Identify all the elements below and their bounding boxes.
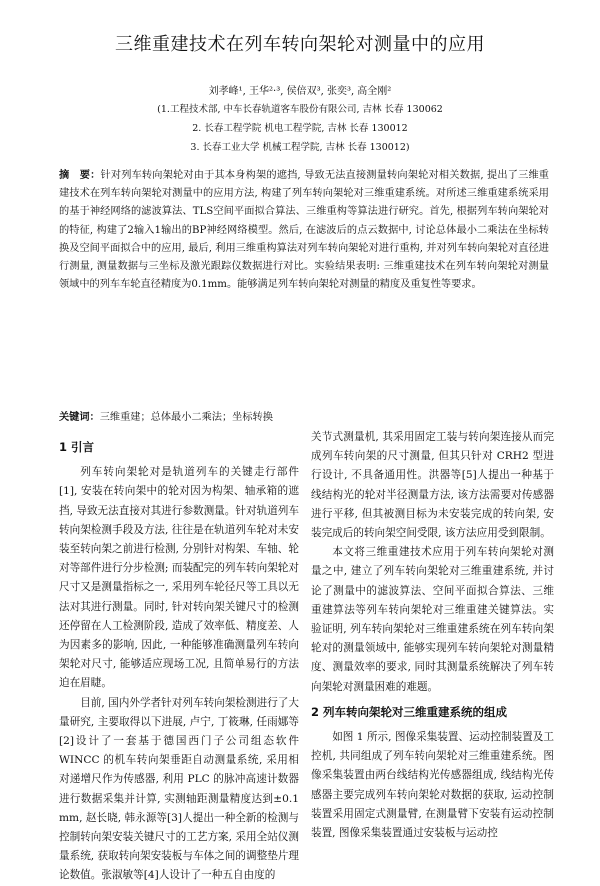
right-paragraph-2: 本文将三维重建技术应用于列车转向架轮对测量之中, 建立了列车转向架轮对三维重建系统, 并讨论了测量中的滤波算法、空间平面拟合算法、三维重建算法等列车转向架轮对三维重建关键算法。实验证明, 列车转向架轮对三维重建系统在列车转向架轮对的测量领域中, 能够实现列车转向架轮对测量精度、测量效率的要求, 同时其测量系统解决了列车转向架轮对测量困难的难题。 — [311, 546, 554, 693]
abstract-text: 针对列车转向架轮对由于其本身构架的遮挡, 导致无法直接测量转向架轮对相关数据, 提出了三维重建技术在列车转向架轮对测量中的应用方法, 构建了列车转向架轮对三维重建系统。对所述三维重建系统采用的基于神经网络的滤波算法、TLS空间平面拟合算法、三维重构等算法进行研究。首先, 根据列车转向架轮对的特征, 构建了2输入1输出的BP神经网络模型。然后, 在滤波后的点云数据中, 讨论总体最小二乘法在坐标转换及空间平面拟合中的应用, 最后, 利用三维重构算法对列车转向架轮对进行重构, 并对列车转向架轮对直径进行测量, 测量数据与三坐标及激光跟踪仪数据进行对比。实验结果表明: 三维重建技术在列车转向架轮对测量领域中的列车车轮直径精度为0.1mm。能够满足列车转向架轮对测量的精度及重复性等要求。 — [59, 170, 549, 291]
right-column — [311, 428, 554, 843]
affiliation-1: (1.工程技术部, 中车长春轨道客车股份有限公司, 吉林 长春 130062 — [157, 104, 443, 115]
affiliation-3: 3. 长春工业大学 机械工程学院, 吉林 长春 130012) — [190, 142, 410, 153]
abstract-block — [59, 167, 549, 294]
right-paragraph-1: 关节式测量机, 其采用固定工装与转向架连接从而完成列车转向架的尺寸测量, 但其只针对 CRH2 型进行设计, 不具备通用性。洪器等[5]人提出一种基于线结构光的轮对半径测量方法, 该方法需要对传感器进行平移, 但其被测目标为未安装完成的转向架, 安装完成后的转向架空间受限, 该方法应用受到限制。 — [311, 431, 554, 540]
keywords-block — [59, 408, 549, 423]
paper-title: 三维重建技术在列车转向架轮对测量中的应用 — [115, 34, 485, 55]
intro-paragraph-1: 列车转向架轮对是轨道列车的关键走行部件[1], 安装在转向架中的轮对因为构架、轴承箱的遮挡, 导致无法直接对其进行参数测量。针对轨道列车转向架检测手段及方法, 往往是在轨道列车轮对未安装至转向架之前进行检测, 分别针对构架、车轴、轮对等部件进行分步检测; 而装配完的列车转向架轮对尺寸又是测量指标之一, 采用列车轮径尺等工具以无法对其进行测量。同时, 针对转向架关键尺寸的检测还停留在人工检测阶段, 造成了效率低、精度差、人为因素多的影响, 因此, 一种能够准确测量列车转向架轮对尺寸, 能够适应现场工况, 且简单易行的方法迫在眉睫。 — [59, 466, 299, 690]
section2-heading: 2 列车转向架轮对三维重建系统的组成 — [311, 704, 508, 719]
author-list: 刘孝峰¹, 王华²·³, 侯倍双³, 张奕³, 高全刚² — [208, 86, 392, 97]
affiliation-2: 2. 长春工程学院 机电工程学院, 吉林 长春 130012 — [192, 123, 408, 134]
left-column — [59, 432, 299, 886]
intro-paragraph-2: 目前, 国内外学者针对列车转向架检测进行了大量研究, 主要取得以下进展, 卢宁, 丁筱琳, 任雨娜等[2]设计了一套基于德国西门子公司组态软件WINCC 的机车转向架垂距自动测量系统, 采用相对递增尺作为传感器, 利用 PLC 的脉冲高速计数器进行数据采集并计算, 实测轴距测量精度达到±0.1 mm, 赵长晓, 韩永源等[3]人提出一种全新的检测与控制转向架安装关键尺寸的工艺方案, 采用全站仪测量系统, 获取转向架安装板与车体之间的调整垫片理论数值。张淑敏等[4]人设计了一种五自由度的 — [59, 696, 299, 882]
abstract-label: 摘 要： — [59, 170, 101, 181]
keywords-text: 三维重建；总体最小二乘法；坐标转换 — [99, 412, 273, 423]
section2-paragraph-1: 如图 1 所示, 图像采集装置、运动控制装置及工控机, 共同组成了列车转向架轮对三维重建系统。图像采集装置由两台线结构光传感器组成, 线结构光传感器主要完成列车转向架轮对数据的获取, 运动控制装置采用固定式测量臂, 在测量臂下安装有运动控制装置, 图像采集装置通过安装板与运动控 — [311, 731, 554, 840]
keywords-label: 关键词： — [59, 412, 100, 423]
intro-heading: 1 引言 — [59, 440, 95, 454]
